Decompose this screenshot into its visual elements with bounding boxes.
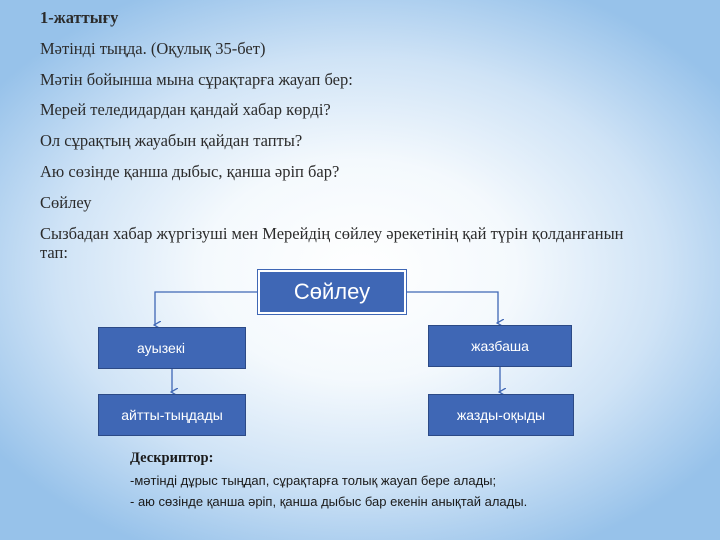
diagram-root-speech: Сөйлеу bbox=[258, 270, 406, 314]
descriptor-item-1: -мәтінді дұрыс тыңдап, сұрақтарға толық жауап бере алады; bbox=[130, 473, 497, 489]
task-text-block bbox=[40, 8, 680, 263]
connector-to-written bbox=[406, 292, 498, 323]
diagram-node-spoke-listened: айтты-тыңдады bbox=[98, 394, 246, 436]
diagram-node-oral: ауызекі bbox=[98, 327, 246, 369]
task-title: 1-жаттығу bbox=[40, 8, 119, 27]
connector-to-oral bbox=[155, 292, 258, 325]
diagram-node-written: жазбаша bbox=[428, 325, 572, 367]
task-question-1: Мерей теледидардан қандай хабар көрді? bbox=[40, 100, 331, 120]
task-diagram-instruction: Сызбадан хабар жүргізуші мен Мерейдің сөйлеу әрекетінің қай түрін қолданғанын тап: bbox=[40, 223, 624, 263]
diagram-node-wrote-read: жазды-оқыды bbox=[428, 394, 574, 436]
task-question-intro: Мәтін бойынша мына сұрақтарға жауап бер: bbox=[40, 69, 353, 89]
task-question-3: Аю сөзінде қанша дыбыс, қанша әріп бар? bbox=[40, 161, 340, 181]
task-question-2: Ол сұрақтың жауабын қайдан тапты? bbox=[40, 131, 303, 151]
section-heading-speech: Сөйлеу bbox=[40, 192, 92, 212]
descriptor-title: Дескриптор: bbox=[130, 450, 214, 466]
descriptor-item-2: - аю сөзінде қанша әріп, қанша дыбыс бар екенін анықтай алады. bbox=[130, 493, 528, 509]
descriptor-block bbox=[130, 447, 670, 512]
task-instruction: Мәтінді тыңда. (Оқулық 35-бет) bbox=[40, 38, 266, 58]
